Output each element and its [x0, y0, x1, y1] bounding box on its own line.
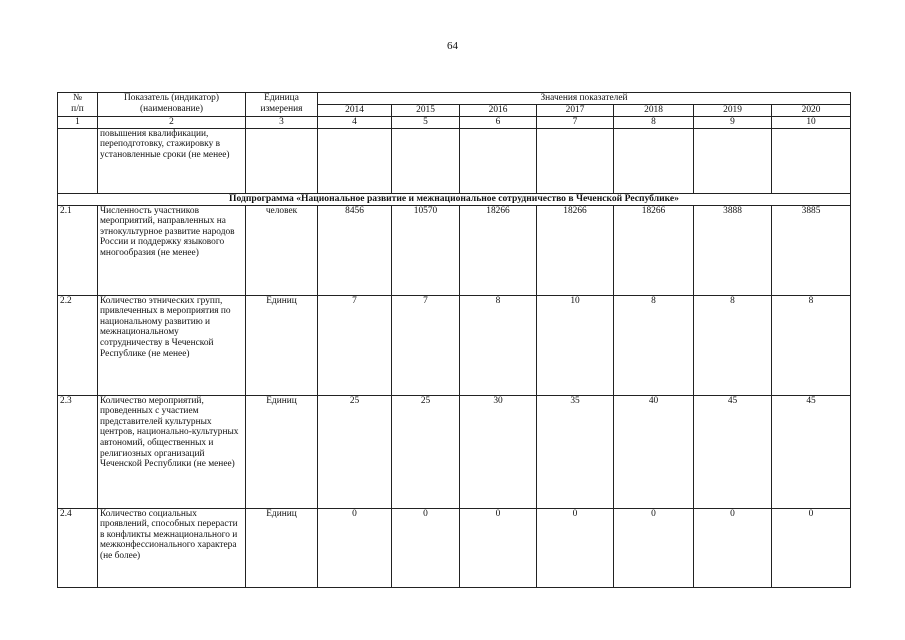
subprogram-title: Подпрограмма «Национальное развитие и межнациональное сотрудничество в Чеченской Республике»: [58, 193, 851, 205]
col-number: 5: [392, 117, 460, 129]
row-unit: Единиц: [246, 295, 318, 395]
header-year: 2017: [537, 105, 614, 117]
row-value: [460, 128, 537, 193]
page-number: 64: [447, 40, 458, 52]
row-value: 18266: [460, 205, 537, 295]
row-value: [614, 128, 694, 193]
row-num: [58, 128, 98, 193]
row-num: 2.3: [58, 395, 98, 508]
header-num: № п/п: [58, 93, 98, 117]
row-unit: Единиц: [246, 508, 318, 587]
row-indicator: Количество социальных проявлений, способных перерасти в конфликты межнационального и межконфессионального характера (не более): [98, 508, 246, 587]
col-number: 8: [614, 117, 694, 129]
row-num: 2.4: [58, 508, 98, 587]
table-row: [58, 395, 851, 508]
col-number: 9: [694, 117, 772, 129]
subprogram-row: [58, 193, 851, 205]
header-year: 2015: [392, 105, 460, 117]
header-values-group: Значения показателей: [318, 93, 851, 105]
row-indicator: повышения квалификации, переподготовку, стажировку в установленные сроки (не менее): [98, 128, 246, 193]
col-number: 7: [537, 117, 614, 129]
row-value: 3888: [694, 205, 772, 295]
row-value: 30: [460, 395, 537, 508]
header-year: 2016: [460, 105, 537, 117]
row-value: 0: [694, 508, 772, 587]
row-value: 8: [772, 295, 851, 395]
row-value: 8456: [318, 205, 392, 295]
row-value: 0: [772, 508, 851, 587]
row-value: 3885: [772, 205, 851, 295]
table-row: [58, 508, 851, 587]
row-value: 0: [460, 508, 537, 587]
row-num: 2.1: [58, 205, 98, 295]
row-value: 10570: [392, 205, 460, 295]
row-indicator: Количество мероприятий, проведенных с участием представителей культурных центров, национально-культурных автономий, общественных и религиозных организаций Чеченской Республики (не менее): [98, 395, 246, 508]
col-number: 10: [772, 117, 851, 129]
row-value: [318, 128, 392, 193]
row-value: 18266: [614, 205, 694, 295]
col-number: 4: [318, 117, 392, 129]
header-indicator: Показатель (индикатор) (наименование): [98, 93, 246, 117]
table-row: [58, 295, 851, 395]
indicators-table: [57, 92, 851, 588]
row-value: 10: [537, 295, 614, 395]
row-value: [537, 128, 614, 193]
row-value: 0: [537, 508, 614, 587]
col-number: 3: [246, 117, 318, 129]
row-indicator: Количество этнических групп, привлеченных в мероприятия по национальному развитию и межнациональному сотрудничеству в Чеченской Республике (не менее): [98, 295, 246, 395]
row-unit: Единиц: [246, 395, 318, 508]
row-value: 40: [614, 395, 694, 508]
row-value: 25: [392, 395, 460, 508]
row-value: 8: [460, 295, 537, 395]
row-value: 7: [392, 295, 460, 395]
row-value: [694, 128, 772, 193]
row-value: 7: [318, 295, 392, 395]
row-value: [772, 128, 851, 193]
col-number: 2: [98, 117, 246, 129]
header-year: 2020: [772, 105, 851, 117]
row-unit: человек: [246, 205, 318, 295]
row-value: 0: [614, 508, 694, 587]
row-value: 8: [694, 295, 772, 395]
row-value: 18266: [537, 205, 614, 295]
header-year: 2019: [694, 105, 772, 117]
row-value: 25: [318, 395, 392, 508]
row-value: 45: [694, 395, 772, 508]
row-value: 8: [614, 295, 694, 395]
row-indicator: Численность участников мероприятий, направленных на этнокультурное развитие народов России и поддержку языкового многообразия (не менее): [98, 205, 246, 295]
header-year: 2018: [614, 105, 694, 117]
header-year: 2014: [318, 105, 392, 117]
table-row: [58, 205, 851, 295]
row-unit: [246, 128, 318, 193]
row-num: 2.2: [58, 295, 98, 395]
col-number: 6: [460, 117, 537, 129]
row-value: 45: [772, 395, 851, 508]
row-value: 0: [318, 508, 392, 587]
header-unit: Единица измерения: [246, 93, 318, 117]
table-row-continuation: [58, 128, 851, 193]
row-value: [392, 128, 460, 193]
col-number: 1: [58, 117, 98, 129]
row-value: 35: [537, 395, 614, 508]
row-value: 0: [392, 508, 460, 587]
